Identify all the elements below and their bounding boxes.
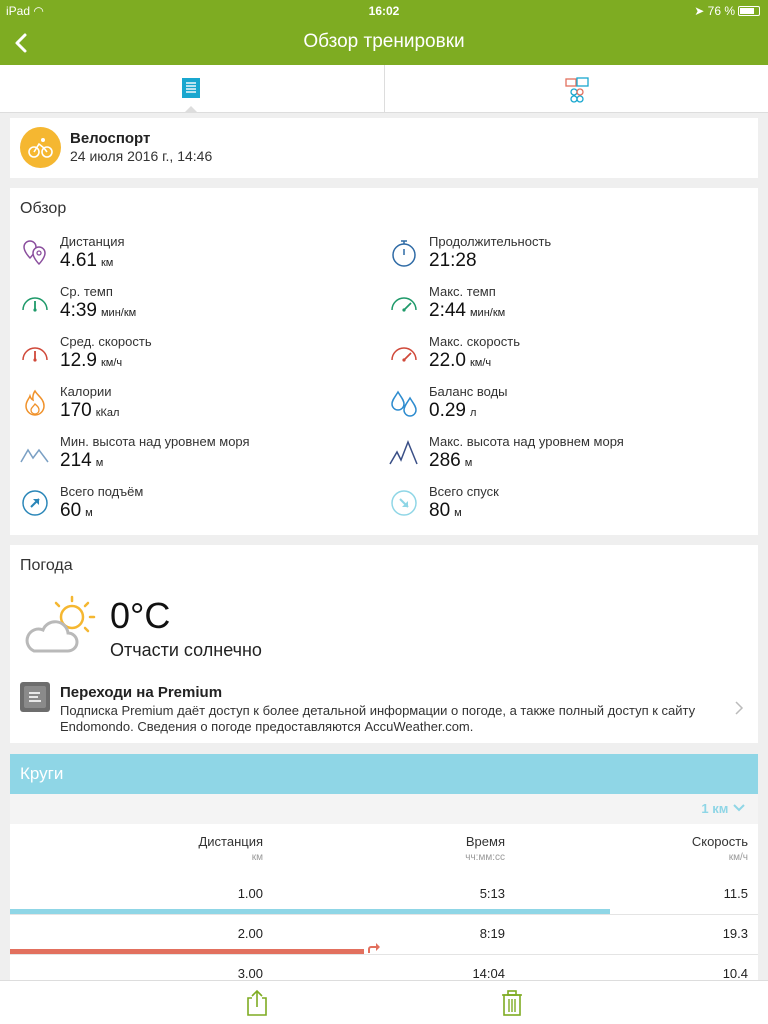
battery-status: ➤ 76 % [694, 4, 760, 18]
chevron-down-icon [732, 803, 746, 813]
stat-max-pace: Макс. темп 2:44 мин/км [389, 284, 749, 328]
tab-summary[interactable] [0, 65, 384, 113]
stat-duration: Продолжительность 21:28 [389, 234, 749, 278]
partly-sunny-icon [20, 595, 100, 657]
workout-date: 24 июля 2016 г., 14:46 [70, 148, 213, 164]
lap-interval-select[interactable]: 1 км [701, 801, 746, 816]
tab-social[interactable] [384, 65, 768, 113]
view-tabs [0, 65, 768, 113]
premium-icon [20, 682, 50, 712]
flame-icon [20, 388, 50, 418]
stat-calories: Калории 170 кКал [20, 384, 380, 428]
stat-max-speed: Макс. скорость 22.0 км/ч [389, 334, 749, 378]
cycling-icon [20, 127, 61, 168]
stat-distance: Дистанция 4.61 км [20, 234, 380, 278]
overview-card [10, 188, 758, 535]
device-label: iPad ◠ [6, 4, 44, 18]
divider [10, 954, 758, 955]
stat-avg-speed: Сред. скорость 12.9 км/ч [20, 334, 380, 378]
col-speed-header: Скорость [691, 834, 748, 849]
sport-name: Велоспорт [70, 130, 151, 147]
col-distance-header: Дистанция [198, 834, 263, 849]
max-speed-gauge-icon [389, 338, 419, 368]
premium-text: Подписка Premium даёт доступ к более детальной информации о погоде, а также полный доступ к сайту Endomondo. Сведения о погоде предоставляются AccuWeather.com. [60, 703, 696, 734]
min-altitude-icon [20, 438, 50, 468]
col-time-header: Время [465, 834, 505, 849]
stat-descent: Всего спуск 80 м [389, 484, 749, 528]
avg-pace-gauge-icon [20, 288, 50, 318]
lap-interval-bar [10, 794, 758, 824]
premium-title: Переходи на Premium [60, 684, 223, 701]
laps-title: Круги [20, 764, 64, 783]
workout-header-card [10, 118, 758, 178]
trash-icon[interactable] [499, 989, 525, 1017]
stat-ascent: Всего подъём 60 м [20, 484, 380, 528]
wifi-icon: ◠ [33, 4, 44, 18]
chevron-right-icon [734, 700, 744, 716]
stat-avg-pace: Ср. темп 4:39 мин/км [20, 284, 380, 328]
weather-title: Погода [20, 557, 73, 574]
stopwatch-icon [389, 238, 419, 268]
status-bar [0, 0, 768, 22]
list-document-icon [180, 77, 202, 99]
location-arrow-icon: ➤ [694, 4, 705, 18]
battery-icon [738, 6, 760, 16]
share-icon[interactable] [244, 989, 270, 1017]
clock: 16:02 [368, 4, 400, 18]
max-altitude-icon [389, 438, 419, 468]
bottom-toolbar [0, 980, 768, 1024]
col-distance-unit: км [251, 852, 263, 863]
ascent-arrow-icon [20, 488, 50, 518]
weather-temperature: 0°C [110, 595, 171, 636]
fastest-lap-icon [366, 941, 380, 955]
divider [10, 914, 758, 915]
col-speed-unit: км/ч [728, 852, 748, 863]
col-time-unit: чч:мм:сс [465, 852, 505, 863]
location-pins-icon [20, 238, 50, 268]
stat-max-altitude: Макс. высота над уровнем моря 286 м [389, 434, 749, 478]
descent-arrow-icon [389, 488, 419, 518]
comments-icon [565, 77, 591, 103]
water-drops-icon [389, 388, 419, 418]
page-title: Обзор тренировки [303, 31, 465, 52]
max-pace-gauge-icon [389, 288, 419, 318]
laps-table: Дистанция км Время чч:мм:сс Скорость км/ч 1.00 5:13 11.5 2.00 8:19 19.3 3.00 14:04 10.4 [10, 824, 758, 980]
avg-speed-gauge-icon [20, 338, 50, 368]
overview-title: Обзор [20, 200, 67, 217]
weather-card [10, 545, 758, 743]
stat-water: Баланс воды 0.29 л [389, 384, 749, 428]
laps-header [10, 754, 758, 794]
stat-min-altitude: Мин. высота над уровнем моря 214 м [20, 434, 380, 478]
weather-description: Отчасти солнечно [110, 640, 262, 660]
nav-bar [0, 22, 768, 65]
